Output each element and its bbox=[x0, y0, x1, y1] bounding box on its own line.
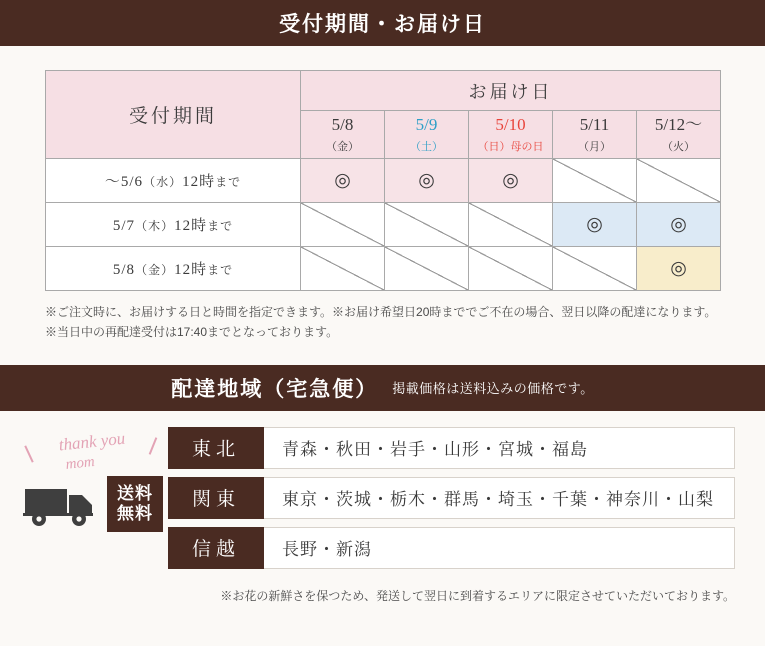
availability-mark: ◎ bbox=[502, 169, 519, 191]
area-row-tohoku bbox=[168, 427, 735, 469]
cell-1-2 bbox=[469, 203, 553, 247]
availability-mark: ◎ bbox=[334, 169, 351, 191]
day-date-1: 5/9 bbox=[415, 114, 438, 134]
free-shipping-row bbox=[18, 476, 168, 532]
row-label-0 bbox=[46, 159, 301, 203]
area-body bbox=[0, 411, 765, 577]
row-label-tail-0: まで bbox=[215, 175, 242, 189]
area-row-kanto bbox=[168, 477, 735, 519]
cell-1-0 bbox=[301, 203, 385, 247]
area-section bbox=[0, 365, 765, 604]
cell-2-0 bbox=[301, 247, 385, 291]
delivery-truck-icon bbox=[23, 479, 101, 529]
cell-1-1 bbox=[385, 203, 469, 247]
cell-0-4 bbox=[637, 159, 721, 203]
schedule-notes bbox=[0, 291, 765, 343]
badge-line1: 送料 bbox=[117, 484, 153, 504]
area-section-subtitle: 掲載価格は送料込みの価格です。 bbox=[392, 381, 594, 397]
row-label-main-0: 〜5/6 bbox=[104, 174, 144, 190]
row-label-dow-0: （水） bbox=[143, 175, 183, 189]
row-label-dow-1: （木） bbox=[135, 219, 175, 233]
day-dow-0: （金） bbox=[326, 140, 359, 153]
row-label-2 bbox=[46, 247, 301, 291]
row-label-tail-1: まで bbox=[207, 219, 234, 233]
area-section-header bbox=[0, 365, 765, 411]
table-row bbox=[46, 159, 721, 203]
cell-0-0 bbox=[301, 159, 385, 203]
row-label-main-2: 5/8 bbox=[112, 262, 136, 278]
cell-2-3 bbox=[553, 247, 637, 291]
area-row-shinetsu bbox=[168, 527, 735, 569]
row-label-time-0: 12時 bbox=[182, 174, 216, 190]
availability-mark: ◎ bbox=[586, 213, 603, 235]
row-label-main-1: 5/7 bbox=[112, 218, 136, 234]
day-header-4 bbox=[637, 111, 721, 159]
thank-you-line1: thank you bbox=[57, 428, 127, 455]
row-label-1 bbox=[46, 203, 301, 247]
thank-you-script bbox=[16, 425, 169, 478]
day-header-3 bbox=[553, 111, 637, 159]
cell-2-4 bbox=[637, 247, 721, 291]
area-name-1: 関東 bbox=[168, 477, 264, 519]
day-date-2: 5/10 bbox=[495, 114, 526, 134]
area-list-2: 長野・新潟 bbox=[264, 527, 735, 569]
day-dow-4: （火） bbox=[662, 140, 696, 153]
cell-2-1 bbox=[385, 247, 469, 291]
table-row bbox=[46, 203, 721, 247]
row-label-dow-2: （金） bbox=[135, 263, 175, 277]
day-date-4: 5/12〜 bbox=[654, 114, 703, 134]
thank-you-line2: mom bbox=[64, 453, 96, 473]
row-label-time-1: 12時 bbox=[174, 218, 208, 234]
availability-mark: ◎ bbox=[670, 257, 687, 279]
area-name-0: 東北 bbox=[168, 427, 264, 469]
cell-0-3 bbox=[553, 159, 637, 203]
row-label-time-2: 12時 bbox=[174, 262, 208, 278]
area-note: ※お花の新鮮さを保つため、発送して翌日に到着するエリアに限定させていただいております。 bbox=[220, 588, 735, 603]
area-section-title: 配達地域（宅急便） bbox=[171, 376, 379, 401]
badge-line2: 無料 bbox=[117, 503, 153, 523]
schedule-table-wrap bbox=[0, 46, 765, 291]
row-label-tail-2: まで bbox=[207, 263, 234, 277]
cell-0-1 bbox=[385, 159, 469, 203]
cell-1-4 bbox=[637, 203, 721, 247]
availability-mark: ◎ bbox=[418, 169, 435, 191]
header-delivery-date: お届け日 bbox=[301, 71, 721, 111]
table-row bbox=[46, 247, 721, 291]
schedule-note-2: ※当日中の再配達受付は17:40までとなっております。 bbox=[45, 324, 339, 339]
area-table bbox=[168, 427, 735, 577]
cell-1-3 bbox=[553, 203, 637, 247]
table-header-row-1 bbox=[46, 71, 721, 111]
day-header-0 bbox=[301, 111, 385, 159]
schedule-note-1: ※ご注文時に、お届けする日と時間を指定できます。※お届け希望日20時まででご不在の場合、翌日以降の配達になります。 bbox=[45, 305, 717, 319]
day-dow-1: （土） bbox=[410, 140, 443, 153]
day-date-3: 5/11 bbox=[579, 114, 610, 134]
thank-you-graphic bbox=[18, 427, 168, 577]
availability-mark: ◎ bbox=[670, 213, 687, 235]
schedule-section-title: 受付期間・お届け日 bbox=[279, 12, 486, 36]
cell-2-2 bbox=[469, 247, 553, 291]
area-name-2: 信越 bbox=[168, 527, 264, 569]
free-shipping-badge bbox=[107, 476, 163, 532]
day-dow-2: （日）母の日 bbox=[477, 140, 544, 153]
day-header-2 bbox=[469, 111, 553, 159]
area-list-0: 青森・秋田・岩手・山形・宮城・福島 bbox=[264, 427, 735, 469]
schedule-section-header bbox=[0, 0, 765, 46]
cell-0-2 bbox=[469, 159, 553, 203]
day-dow-3: （月） bbox=[578, 140, 611, 153]
area-list-1: 東京・茨城・栃木・群馬・埼玉・千葉・神奈川・山梨 bbox=[264, 477, 735, 519]
schedule-table bbox=[45, 70, 721, 291]
header-accept-period: 受付期間 bbox=[46, 71, 301, 159]
day-header-1 bbox=[385, 111, 469, 159]
day-date-0: 5/8 bbox=[331, 114, 354, 134]
